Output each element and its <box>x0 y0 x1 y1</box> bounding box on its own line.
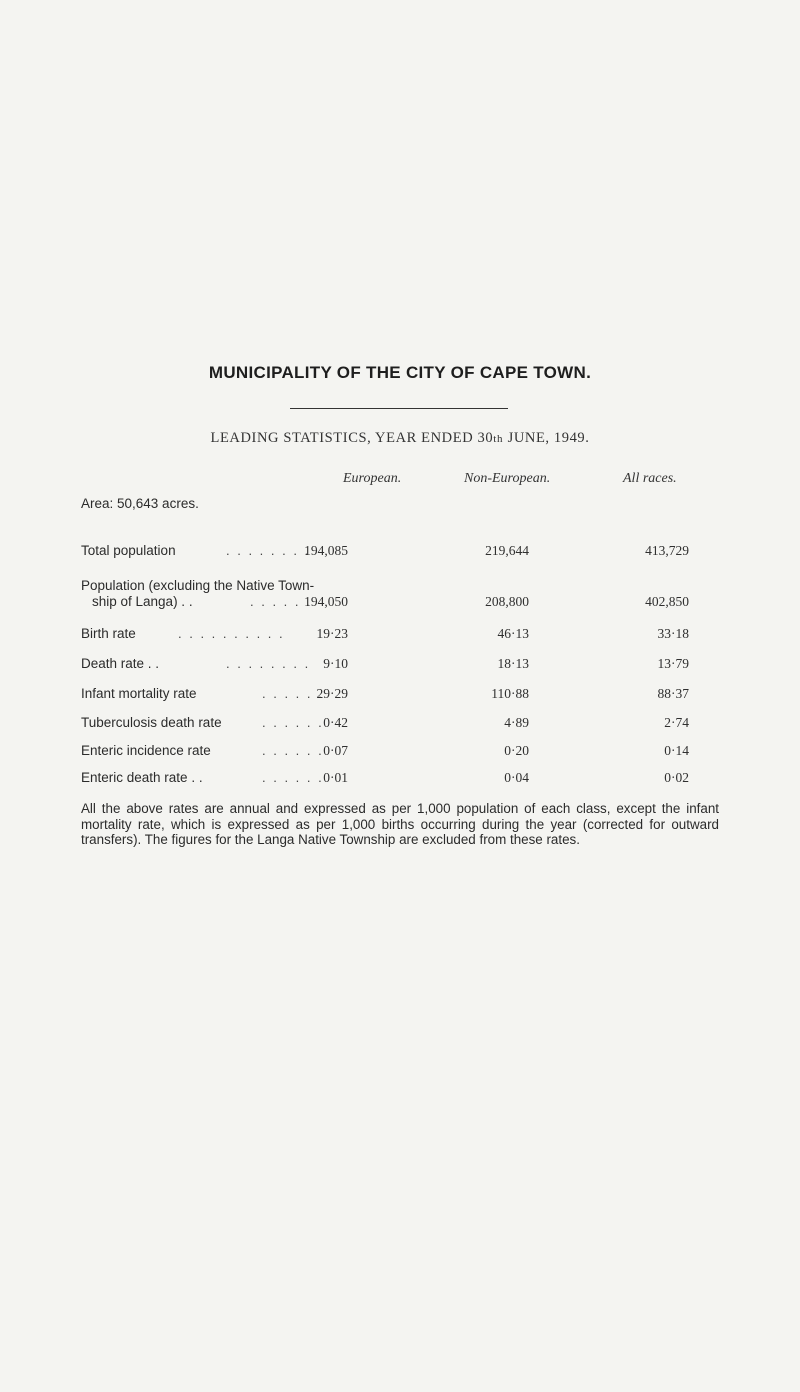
title-divider <box>290 408 508 409</box>
cell-all-races: 2·74 <box>664 715 689 730</box>
leader-dots: . . . . . . <box>262 770 324 785</box>
row-label-continuation: ship of Langa) . . <box>92 594 193 609</box>
leader-dots: . . . . . . <box>262 686 324 701</box>
table-row <box>0 656 800 676</box>
row-label: Tuberculosis death rate <box>81 715 222 730</box>
cell-non-european: 46·13 <box>497 626 529 641</box>
cell-european: 9·10 <box>323 656 348 671</box>
cell-european: 29·29 <box>316 686 348 701</box>
table-row <box>0 626 800 646</box>
subtitle-ordinal: th <box>493 433 504 445</box>
column-header-non-european: Non-European. <box>464 471 551 486</box>
cell-european: 0·07 <box>323 743 348 758</box>
leader-dots: . . . . . . . . <box>226 656 311 671</box>
table-row <box>0 770 800 790</box>
cell-non-european: 18·13 <box>497 656 529 671</box>
row-label: Enteric death rate . . <box>81 770 203 785</box>
cell-european: 194,050 <box>304 594 348 609</box>
leader-dots: . . . . . . . . . . <box>178 626 285 641</box>
cell-non-european: 208,800 <box>485 594 529 609</box>
cell-all-races: 0·14 <box>664 743 689 758</box>
cell-non-european: 219,644 <box>485 543 529 558</box>
table-row <box>0 686 800 706</box>
row-label: Infant mortality rate <box>81 686 197 701</box>
row-label: Total population <box>81 543 176 558</box>
cell-european: 194,085 <box>304 543 348 558</box>
cell-european: 0·42 <box>323 715 348 730</box>
cell-non-european: 0·04 <box>504 770 529 785</box>
column-header-european: European. <box>343 471 402 486</box>
cell-all-races: 413,729 <box>645 543 689 558</box>
row-label: Enteric incidence rate <box>81 743 211 758</box>
cell-non-european: 4·89 <box>504 715 529 730</box>
table-row <box>0 543 800 563</box>
column-header-all-races: All races. <box>623 471 677 486</box>
subtitle <box>0 430 800 447</box>
page-title: MUNICIPALITY OF THE CITY OF CAPE TOWN. <box>208 363 592 382</box>
cell-non-european: 110·88 <box>491 686 529 701</box>
cell-european: 0·01 <box>323 770 348 785</box>
leader-dots: . . . . . . <box>250 594 312 609</box>
cell-all-races: 88·37 <box>657 686 689 701</box>
area-statement: Area: 50,643 acres. <box>81 496 199 511</box>
table-row <box>0 715 800 735</box>
leader-dots: . . . . . . <box>262 743 324 758</box>
cell-non-european: 0·20 <box>504 743 529 758</box>
table-row <box>0 743 800 763</box>
leader-dots: . . . . . . <box>262 715 324 730</box>
table-row-continuation <box>0 594 800 614</box>
footnote-paragraph: All the above rates are annual and expressed as per 1,000 population of each class, except the infant mortality rate, which is expressed as per 1,000 births occurring during the year (corrected for outward transfers). The figures for the Langa Native Township are excluded from these rates. <box>81 801 719 847</box>
cell-all-races: 0·02 <box>664 770 689 785</box>
subtitle-main: LEADING STATISTICS, YEAR ENDED 30 <box>210 430 494 446</box>
row-label: Death rate . . <box>81 656 160 671</box>
cell-all-races: 33·18 <box>657 626 689 641</box>
leader-dots: . . . . . . . . <box>226 543 311 558</box>
cell-all-races: 13·79 <box>657 656 689 671</box>
row-label: Birth rate <box>81 626 136 641</box>
row-label: Population (excluding the Native Town- <box>81 578 315 593</box>
cell-european: 19·23 <box>316 626 348 641</box>
subtitle-end: JUNE, 1949. <box>503 430 590 446</box>
cell-all-races: 402,850 <box>645 594 689 609</box>
